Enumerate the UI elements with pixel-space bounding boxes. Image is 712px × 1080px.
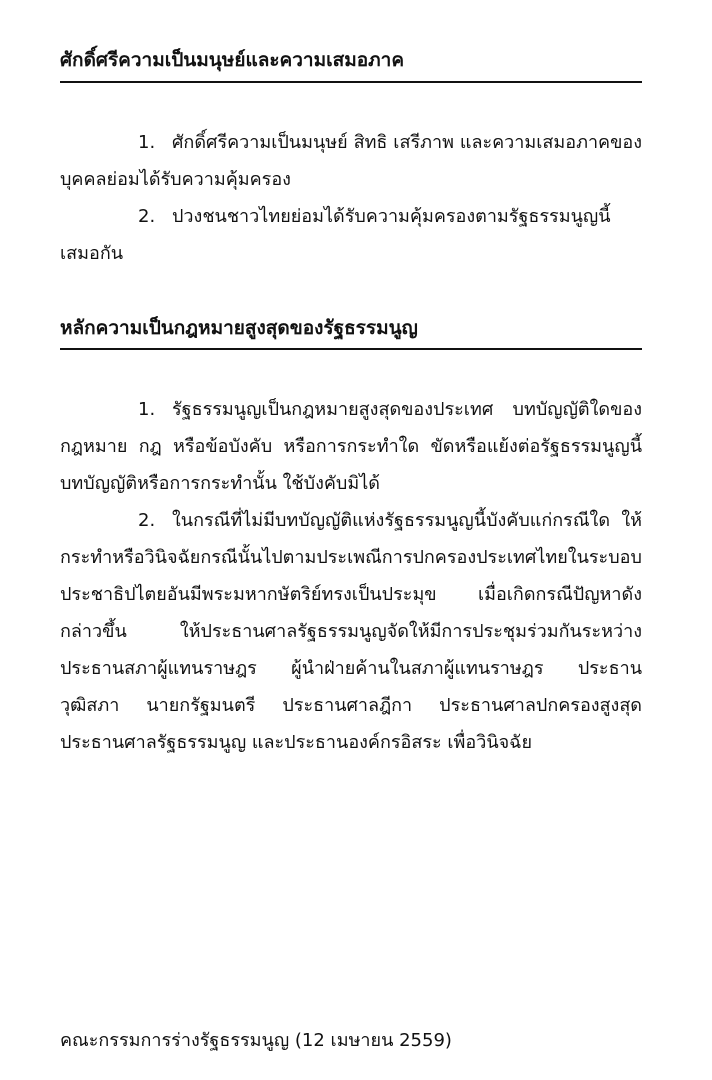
document-page — [60, 0, 642, 1080]
item-number: 2. — [138, 510, 156, 531]
heading-underline — [60, 348, 642, 350]
list-item-dignity-2 — [60, 198, 642, 272]
list-item-dignity-1 — [60, 124, 642, 198]
item-number: 2. — [138, 206, 156, 227]
section-heading-constitutional-supremacy: หลักความเป็นกฎหมายสูงสุดของรัฐธรรมนูญ — [60, 317, 418, 339]
list-item-supremacy-1 — [60, 391, 642, 502]
list-item-supremacy-2 — [60, 502, 642, 761]
item-text: ปวงชนชาวไทยย่อมได้รับความคุ้มครองตามรัฐธรรมนูญนี้เสมอกัน — [60, 206, 611, 264]
heading-underline — [60, 81, 642, 83]
item-text: ศักดิ์ศรีความเป็นมนุษย์ สิทธิ เสรีภาพ และความเสมอภาคของบุคคลย่อมได้รับความคุ้มครอง — [60, 132, 642, 190]
footer-attribution: คณะกรรมการร่างรัฐธรรมนูญ (12 เมษายน 2559) — [60, 1030, 452, 1051]
item-number: 1. — [138, 399, 156, 420]
section-heading-dignity-equality: ศักดิ์ศรีความเป็นมนุษย์และความเสมอภาค — [60, 49, 405, 71]
item-text: รัฐธรรมนูญเป็นกฎหมายสูงสุดของประเทศ บทบัญญัติใดของกฎหมาย กฎ หรือข้อบังคับ หรือการกระทำใด ขัดหรือแย้งต่อรัฐธรรมนูญนี้ บทบัญญัติหรือการกระทำนั้น ใช้บังคับมิได้ — [60, 399, 642, 494]
item-number: 1. — [138, 132, 156, 153]
item-text: ในกรณีที่ไม่มีบทบัญญัติแห่งรัฐธรรมนูญนี้บังคับแก่กรณีใด ให้กระทำหรือวินิจฉัยกรณีนั้นไปตามประเพณีการปกครองประเทศไทยในระบอบประชาธิปไตยอันมีพระมหากษัตริย์ทรงเป็นประมุข เมื่อเกิดกรณีปัญหาดังกล่าวขึ้น ให้ประธานศาลรัฐธรรมนูญจัดให้มีการประชุมร่วมกันระหว่างประธานสภาผู้แทนราษฎร ผู้นำฝ่ายค้านในสภาผู้แทนราษฎร ประธานวุฒิสภา นายกรัฐมนตรี ประธานศาลฎีกา ประธานศาลปกครองสูงสุด ประธานศาลรัฐธรรมนูญ และประธานองค์กรอิสระ เพื่อวินิจฉัย — [60, 510, 642, 753]
